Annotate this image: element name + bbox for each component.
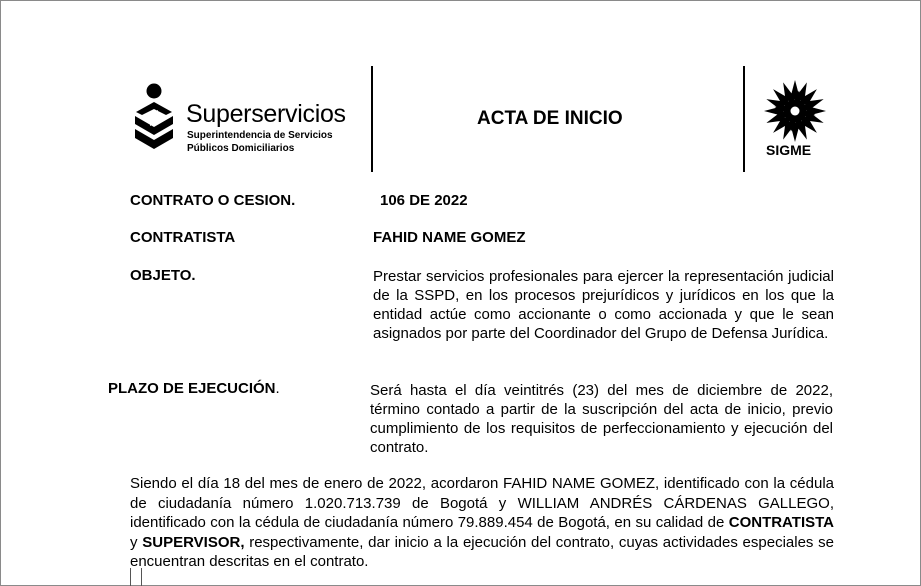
- plazo-label-period: .: [275, 380, 280, 397]
- contrato-label: CONTRATO O CESION.: [130, 192, 296, 209]
- contratista-value: FAHID NAME GOMEZ: [373, 229, 526, 246]
- plazo-label-text: PLAZO DE EJECUCIÓN: [108, 380, 276, 397]
- body-bold-supervisor: SUPERVISOR,: [142, 533, 245, 551]
- superservicios-emblem-icon: [132, 82, 182, 154]
- body-part3: respectivamente, dar inicio a la ejecución del contrato, cuyas actividades especiales se encuentran descritas en el contrato.: [130, 533, 834, 570]
- brand-name: Superservicios: [186, 100, 346, 128]
- brand-subtitle-line1: Superintendencia de Servicios: [187, 130, 333, 141]
- objeto-value: Prestar servicios profesionales para ejercer la representación judicial de la SSPD, en los procesos prejurídicos y jurídicos en los que la entidad actúe como accionante o como accionada y que le sean asignados por parte del Coordinador del Grupo de Defensa Jurídica.: [373, 268, 834, 342]
- superservicios-logo: [132, 82, 362, 154]
- body-paragraph: [130, 474, 834, 572]
- contrato-value: 106 DE 2022: [380, 192, 468, 209]
- objeto-label: OBJETO.: [130, 267, 196, 284]
- brand-subtitle: [187, 129, 367, 155]
- header-divider-right: [743, 66, 745, 172]
- body-part2: y: [130, 533, 143, 551]
- brand-subtitle-line2: Públicos Domiciliarios: [187, 143, 295, 154]
- plazo-value: Será hasta el día veintitrés (23) del mes de diciembre de 2022, término contado a partir de la suscripción del acta de inicio, previo cumplimiento de los requisitos de perfeccionamiento y ejecución del contrato.: [370, 382, 833, 456]
- text-cursor-marker: [130, 568, 142, 586]
- body-bold-contratista: CONTRATISTA: [728, 514, 834, 531]
- document-title: ACTA DE INICIO: [477, 108, 623, 129]
- plazo-label: [108, 380, 280, 397]
- contratista-label: CONTRATISTA: [130, 229, 236, 246]
- sigme-logo: [760, 78, 832, 164]
- document-header: [0, 0, 921, 180]
- sigme-flower-icon: [760, 78, 830, 144]
- body-part1: Siendo el día 18 del mes de enero de 2022, acordaron FAHID NAME GOMEZ, identificado con la cédula de ciudadanía número 1.020.713.739 de Bogotá y WILLIAM ANDRÉS CÁRDENAS GALLEGO, identificado con la cédula de ciudadanía número 79.889.454 de Bogotá, en su calidad de: [130, 475, 834, 531]
- sigme-label: SIGME: [766, 142, 812, 158]
- header-divider-left: [371, 66, 373, 172]
